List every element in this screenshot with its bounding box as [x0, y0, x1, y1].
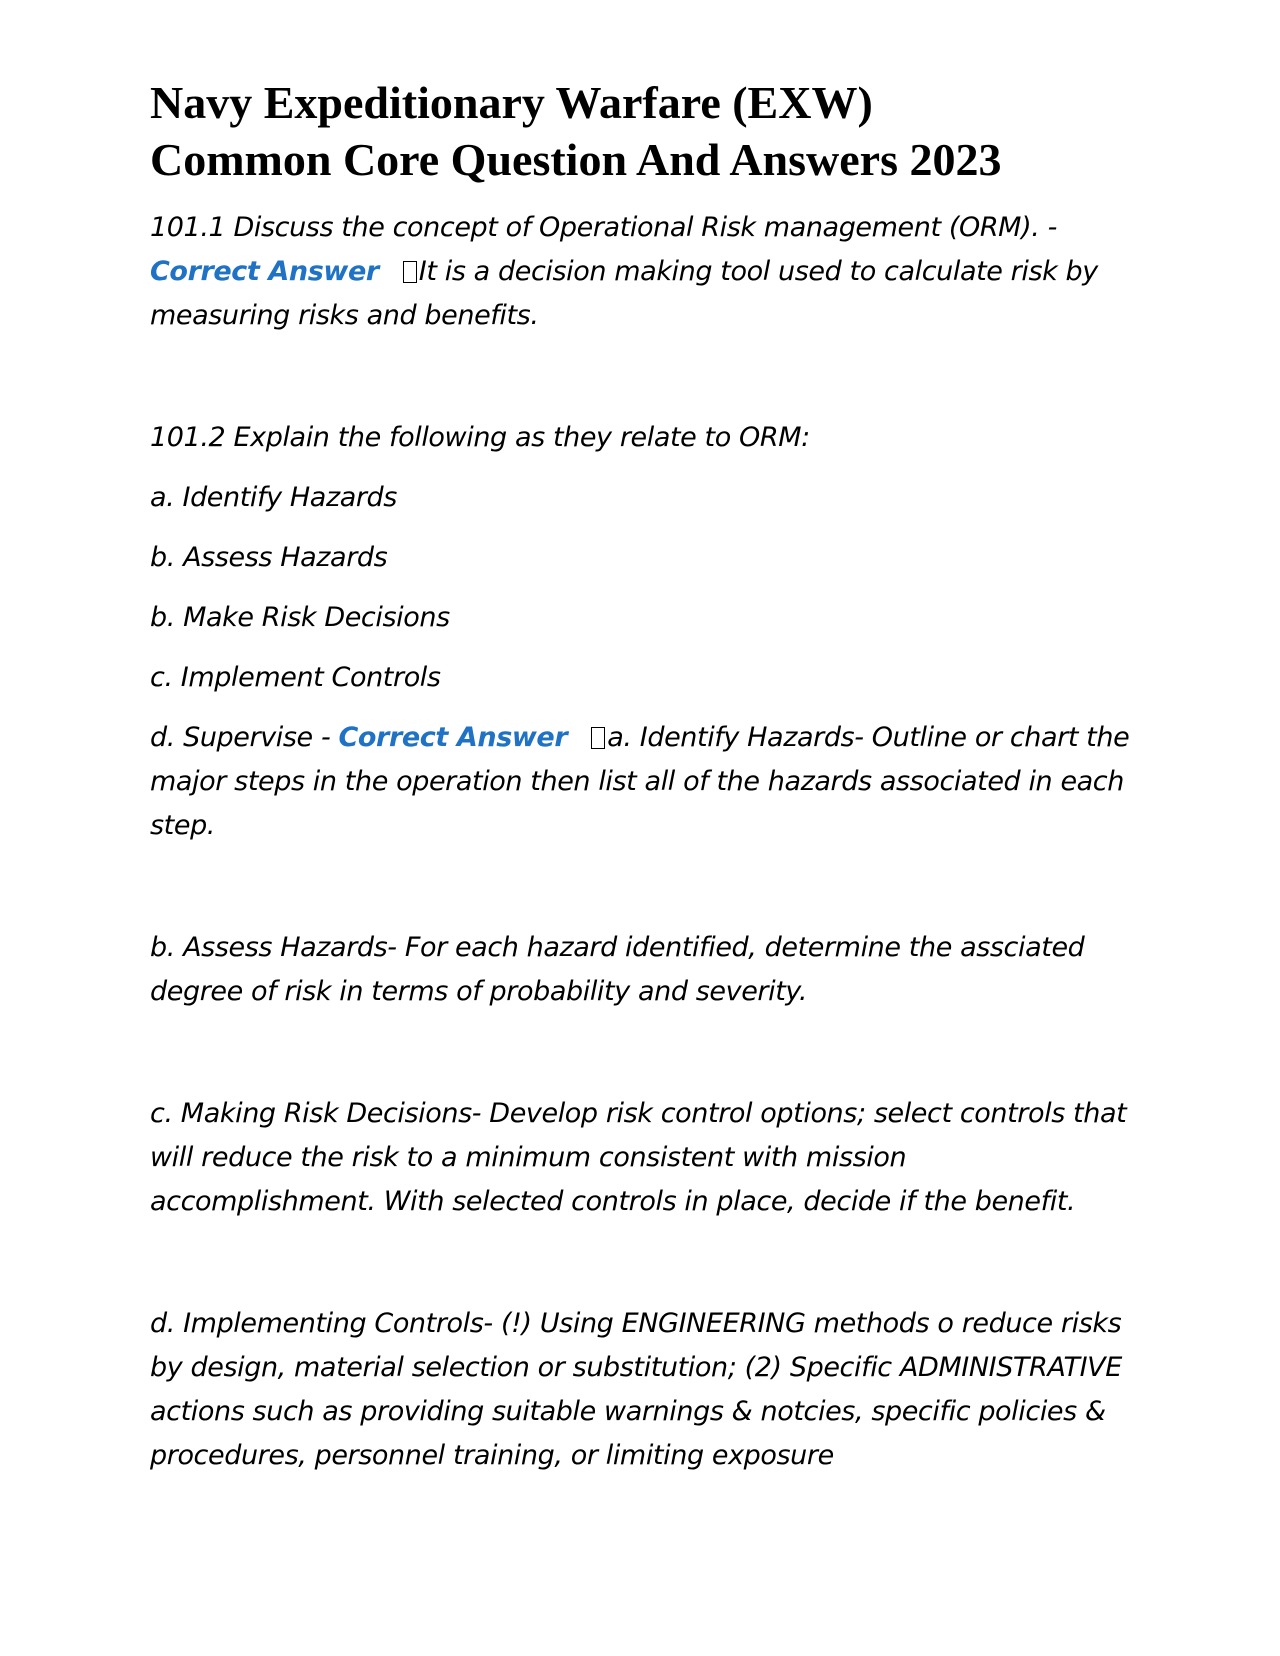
spacer: [150, 848, 1130, 926]
list-item: a. Identify Hazards: [150, 482, 397, 513]
spacer: [150, 338, 1130, 416]
answer-block-b: b. Assess Hazards- For each hazard identified, determine the assciated degree of risk in terms of probability and severity.: [150, 932, 1085, 1007]
question-101-1: [150, 206, 1130, 338]
spacer: [150, 580, 1130, 596]
answer-block-d: d. Implementing Controls- (!) Using ENGINEERING methods o reduce risks by design, material selection or substitution; (2) Specific ADMINISTRATIVE actions such as providing suitable warnings & notcies, specific policies & procedures, personnel training, or limiting exposure: [150, 1308, 1122, 1471]
missing-glyph-icon: [403, 261, 417, 283]
spacer: [150, 700, 1130, 716]
list-item: c. Implement Controls: [150, 662, 441, 693]
correct-answer-label: Correct Answer: [338, 722, 568, 753]
title-line-1: Navy Expeditionary Warfare (EXW): [150, 77, 873, 128]
answer-block-a: [150, 716, 1130, 848]
document-title: [150, 74, 1130, 188]
spacer: [150, 640, 1130, 656]
spacer: [150, 460, 1130, 476]
question-101-2: 101.2 Explain the following as they relate to ORM:: [150, 422, 810, 453]
answer-text: It is a decision making tool used to calculate risk by measuring risks and benefits.: [150, 256, 1098, 331]
answer-block-c: c. Making Risk Decisions- Develop risk control options; select controls that will reduce the risk to a minimum consistent with mission accomplishment. With selected controls in place, decide if the benefit.: [150, 1098, 1127, 1217]
document-page: [150, 74, 1130, 1478]
list-item: b. Make Risk Decisions: [150, 602, 450, 633]
spacer: [150, 1224, 1130, 1302]
title-line-2: Common Core Question And Answers 2023: [150, 134, 1002, 185]
list-item: d. Supervise -: [150, 722, 339, 753]
list-item: b. Assess Hazards: [150, 542, 388, 573]
spacer: [150, 1014, 1130, 1092]
spacer: [150, 520, 1130, 536]
answer-text: a. Identify Hazards- Outline or chart the major steps in the operation then list all of the hazards associated in each step.: [150, 722, 1130, 841]
question-text: 101.1 Discuss the concept of Operational Risk management (ORM). -: [150, 212, 1057, 243]
missing-glyph-icon: [591, 727, 605, 749]
correct-answer-label: Correct Answer: [150, 256, 379, 287]
